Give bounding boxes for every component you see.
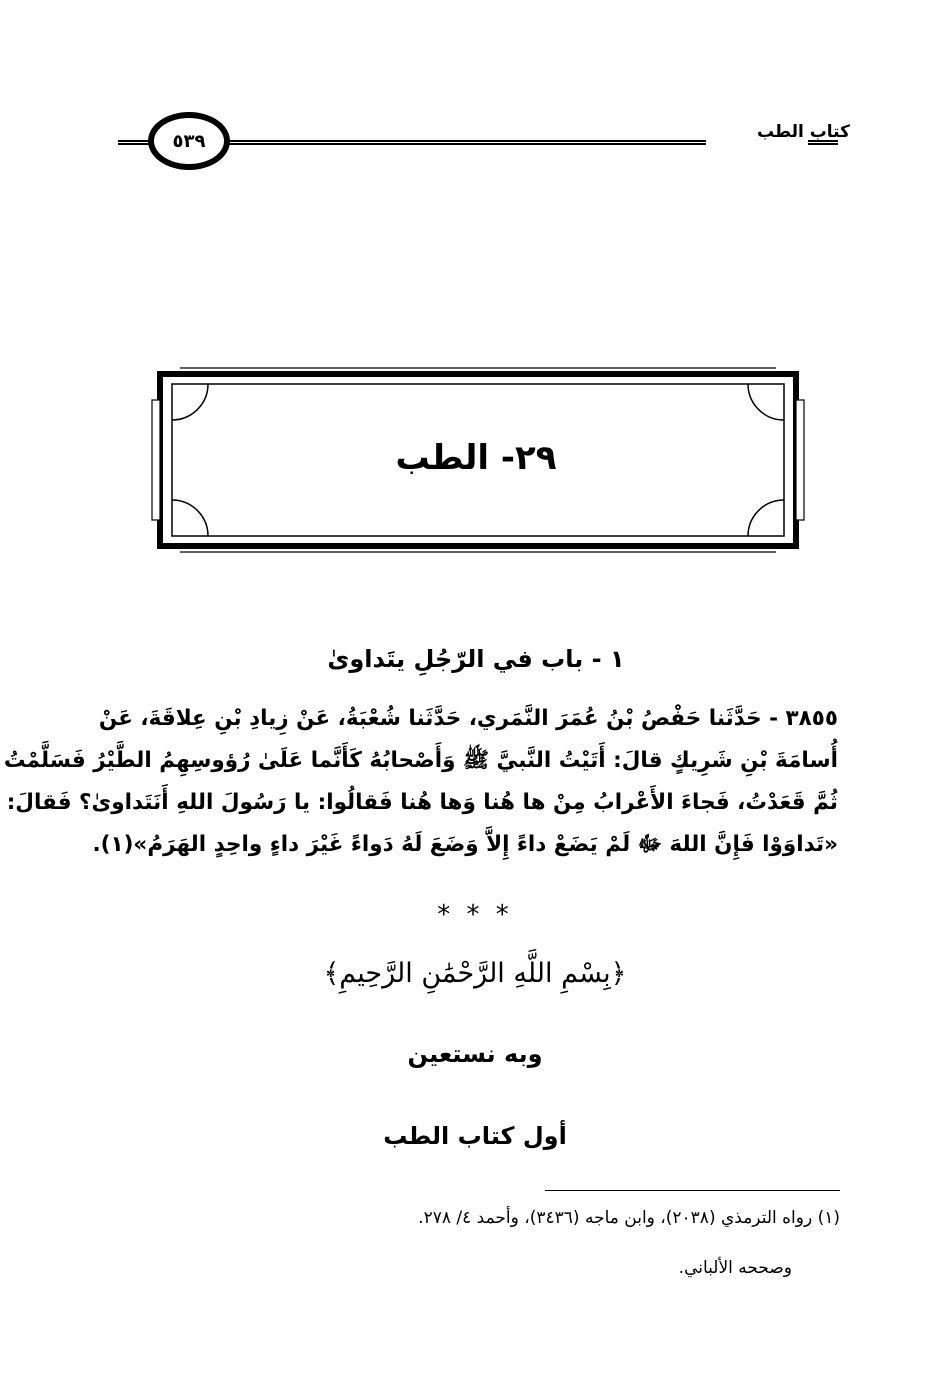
separator-stars: * * *	[437, 900, 513, 930]
book-start-title: أول كتاب الطب	[383, 1122, 567, 1150]
chapter-title: ٢٩- الطب	[395, 438, 557, 478]
footnote-1: (١) رواه الترمذي (٢٠٣٨)، وابن ماجه (٣٤٣٦)، وأحمد ٤/ ٢٧٨.	[418, 1208, 840, 1228]
hadith-line-3: ثُمَّ قَعَدْتُ، فَجاءَ الأَعْرابُ مِنْ ها هُنا وَها هُنا فَقالُوا: يا رَسُولَ اللهِ أَنَتَداوىٰ؟ فَقالَ:	[6, 790, 838, 815]
footnote-1-continuation: وصححه الألباني.	[678, 1258, 792, 1278]
running-title: كتاب الطب	[757, 122, 850, 142]
page-number: ٥٣٩	[148, 112, 230, 170]
basmala: ﴿بِسْمِ اللَّهِ الرَّحْمَٰنِ الرَّحِيمِ﴾	[323, 958, 627, 989]
hadith-line-2: أُسامَةَ بْنِ شَرِيكٍ قالَ: أَتَيْتُ النَّبيَّ ﷺ وَأَصْحابُهُ كَأَنَّما عَلَىٰ رُؤوسِهِمُ الطَّيْرُ فَسَلَّمْتُ	[3, 748, 838, 773]
footnote-rule	[545, 1190, 840, 1191]
section-title: ١ - باب في الرّجُلِ يتَداوىٰ	[327, 645, 625, 673]
hadith-line-1: ٣٨٥٥ - حَدَّثَنا حَفْصُ بْنُ عُمَرَ النَّمَري، حَدَّثَنا شُعْبَةُ، عَنْ زِيادِ بْنِ عِلاقَةَ، عَنْ	[98, 706, 838, 731]
hadith-line-4: «تَداوَوْا فَإِنَّ اللهَ ﷻ لَمْ يَضَعْ داءً إِلاَّ وَضَعَ لَهُ دَواءً غَيْرَ داءٍ واحِدٍ الهَرَمُ»(١).	[92, 832, 838, 857]
subtitle: وبه نستعين	[407, 1040, 543, 1068]
